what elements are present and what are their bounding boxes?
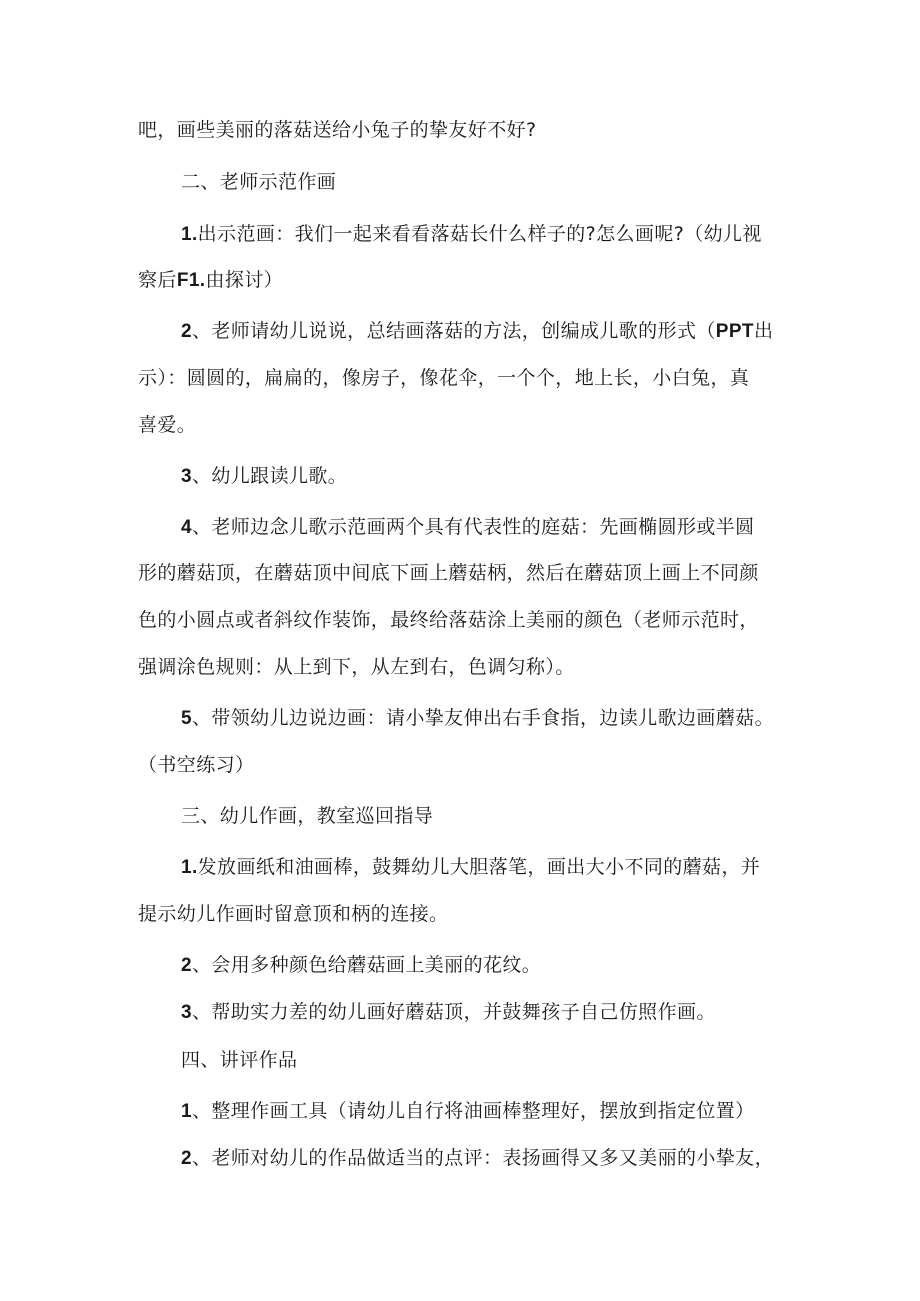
list-item: 1.发放画纸和油画棒，鼓舞幼儿大胆落笔，画出大小不同的蘑菇，并 (181, 856, 761, 878)
text-line: 色的小圆点或者斜纹作装饰，最终给落菇涂上美丽的颜色（老师示范时， (138, 609, 759, 631)
list-item: 4、老师边念儿歌示范画两个具有代表性的庭菇：先画椭圆形或半圆 (181, 516, 755, 538)
text-line: 察后F1.由探讨） (138, 269, 284, 291)
list-item: 2、老师对幼儿的作品做适当的点评：表扬画得又多又美丽的小挚友， (181, 1147, 774, 1169)
item-number: 2 (181, 1148, 192, 1169)
text-line: （书空练习） (138, 754, 255, 776)
item-number: 4 (181, 517, 192, 538)
item-number: 3 (181, 466, 192, 487)
list-item: 5、带领幼儿边说边画：请小挚友伸出右手食指，边读儿歌边画蘑菇。 (181, 707, 774, 729)
text-line: 吧，画些美丽的落菇送给小兔子的挚友好不好? (138, 119, 537, 141)
item-number: 2 (181, 321, 192, 342)
list-item: 1、整理作画工具（请幼儿自行将油画棒整理好，摆放到指定位置） (181, 1100, 755, 1122)
list-item: 3、帮助实力差的幼儿画好蘑菇顶，并鼓舞孩子自己仿照作画。 (181, 1001, 716, 1023)
item-number: 5 (181, 708, 192, 729)
list-item: 1.出示范画：我们一起来看看落菇长什么样子的?怎么画呢?（幼儿视 (181, 223, 762, 245)
item-number: 1. (181, 857, 198, 878)
list-item: 2、会用多种颜色给蘑菇画上美丽的花纹。 (181, 954, 542, 976)
section-heading: 二、老师示范作画 (181, 171, 337, 193)
text-line: 喜爱。 (138, 414, 197, 436)
text-line: 形的蘑菇顶，在蘑菇顶中间底下画上蘑菇柄，然后在蘑菇顶上画上不同颜 (138, 562, 759, 584)
item-number: 1. (181, 224, 198, 245)
item-number: 2 (181, 955, 192, 976)
section-heading: 三、幼儿作画，教室巡回指导 (181, 805, 434, 827)
list-item: 3、幼儿跟读儿歌。 (181, 465, 348, 487)
section-heading: 四、讲评作品 (181, 1049, 298, 1071)
text-line: 强调涂色规则：从上到下，从左到右，色调匀称）。 (138, 656, 575, 678)
list-item: 2、老师请幼儿说说，总结画落菇的方法，创编成儿歌的形式（PPT出 (181, 320, 774, 342)
text-line: 示）：圆圆的，扁扁的，像房子，像花伞，一个个，地上长，小白兔，真 (138, 367, 750, 389)
text-line: 提示幼儿作画时留意顶和柄的连接。 (138, 903, 449, 925)
item-number: 1 (181, 1101, 192, 1122)
item-number: 3 (181, 1002, 192, 1023)
